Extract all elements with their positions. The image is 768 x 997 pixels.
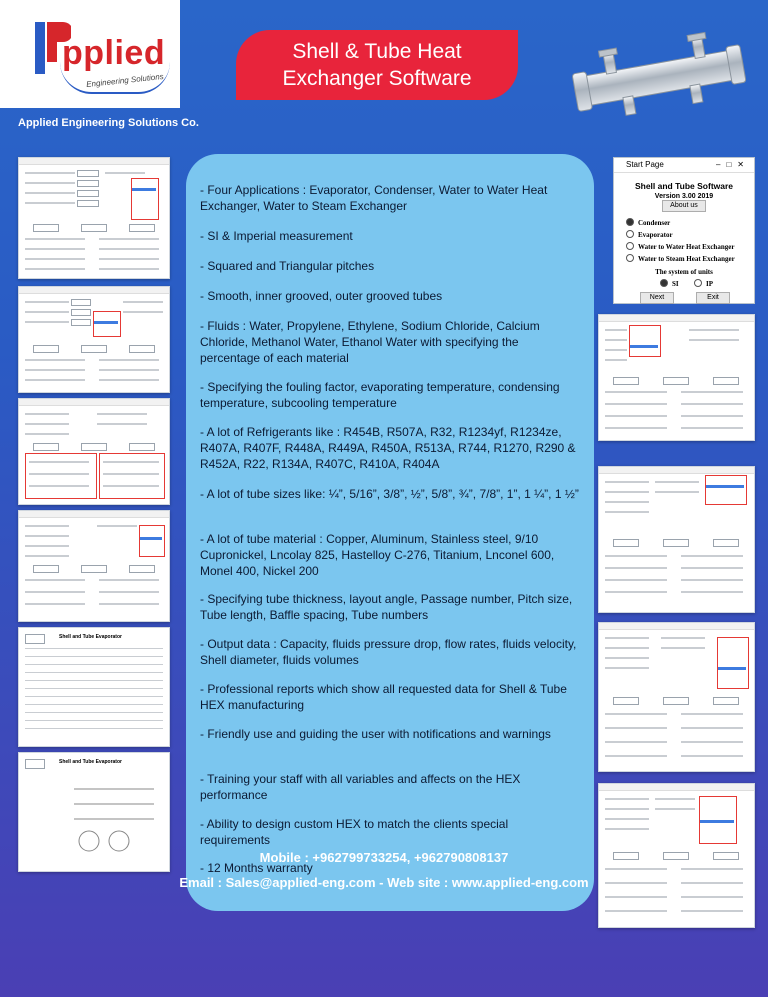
exit-button[interactable]: Exit (696, 292, 730, 304)
features-card (186, 154, 594, 911)
option-water-to-steam[interactable]: Water to Steam Heat Exchanger (626, 254, 735, 263)
company-logo (0, 0, 180, 108)
feature-item: - 12 Months warranty (200, 861, 313, 875)
option-water-to-water[interactable]: Water to Water Heat Exchanger (626, 242, 734, 251)
window-controls[interactable]: –□✕ (716, 160, 750, 169)
feature-item: - Ability to design custom HEX to match the clients special requirements (200, 817, 509, 847)
footer-email-website[interactable]: Email : Sales@applied-eng.com - Web site : www.applied-eng.com (179, 875, 589, 890)
report-page-1 (18, 627, 170, 747)
feature-item: - A lot of tube sizes like: ¼”, 5/16”, 3/8”, ½”, 5/8”, ¾”, 7/8”, 1”, 1 ¼”, 1 ½” (200, 487, 579, 501)
unit-ip-radio[interactable]: IP (694, 279, 713, 288)
feature-item: - Four Applications : Evaporator, Condenser, Water to Water Heat Exchanger, Water to Steam Exchanger (200, 183, 548, 213)
next-button[interactable]: Next (640, 292, 674, 304)
logo-text: pplied (62, 34, 166, 72)
option-condenser[interactable]: Condenser (626, 218, 670, 227)
option-evaporator[interactable]: Evaporator (626, 230, 673, 239)
feature-item: - Specifying tube thickness, layout angle, Passage number, Pitch size, Tube length, Baffle spacing, Tube numbers (200, 592, 573, 622)
screenshot-steam-form (18, 510, 170, 622)
title-badge (236, 30, 518, 100)
drawing-icon (69, 779, 159, 859)
screenshot-condenser-form (18, 157, 170, 279)
footer-contact (0, 850, 768, 890)
start-page-window (613, 157, 755, 304)
feature-item: - Training your staff with all variables and affects on the HEX performance (200, 772, 521, 802)
feature-item: - Specifying the fouling factor, evaporating temperature, condensing temperature, subcooling temperature (200, 380, 560, 410)
about-us-button[interactable]: About us (662, 200, 706, 212)
feature-item: - Squared and Triangular pitches (200, 259, 375, 273)
screenshot-evaporator-refrigerant (598, 466, 755, 613)
feature-item: - Smooth, inner grooved, outer grooved tubes (200, 289, 443, 303)
unit-si-radio[interactable]: SI (660, 279, 679, 288)
window-title: Start Page (626, 160, 664, 169)
screenshot-water-form (18, 398, 170, 505)
header (0, 0, 768, 140)
feature-item: - SI & Imperial measurement (200, 229, 353, 243)
units-label: The system of units (655, 268, 713, 276)
logo-subtitle: Engineering Solutions (85, 71, 165, 90)
screenshot-evaporator-form (18, 286, 170, 393)
feature-item: - A lot of tube material : Copper, Aluminum, Stainless steel, 9/10 Cupronickel, Lncolay 825, Hastelloy C-276, Titanium, Lnconel 600, Monel 400, Nickel 200 (200, 532, 555, 578)
title-line-1: Shell & Tube Heat (292, 40, 462, 63)
report-title: Shell and Tube Evaporator (59, 634, 122, 640)
screenshot-evaporator-tube-size (598, 622, 755, 772)
company-name: Applied Engineering Solutions Co. (18, 117, 199, 129)
feature-item: - A lot of Refrigerants like : R454B, R507A, R32, R1234yf, R1234ze, R407A, R407F, R448A, R449A, R450A, R513A, R744, R1270, R290 & R452A, R22, R134A, R407C, R410A, R404A (200, 425, 576, 471)
app-version: Version 3.00 2019 (654, 193, 714, 200)
screenshot-evaporator-fluids (598, 314, 755, 441)
feature-item: - Fluids : Water, Propylene, Ethylene, Sodium Chloride, Calcium Chloride, Methanol Water, Ethanol Water with specifying the percentage of each material (200, 319, 540, 365)
feature-item: - Friendly use and guiding the user with notifications and warnings (200, 727, 551, 741)
title-line-2: Exchanger Software (282, 67, 472, 90)
footer-mobile: Mobile : +962799733254, +962790808137 (259, 850, 509, 865)
report-title: Shell and Tube Evaporator (59, 759, 122, 765)
feature-item: - Output data : Capacity, fluids pressure drop, flow rates, fluids velocity, Shell diameter, fluids volumes (200, 637, 577, 667)
window-titlebar (614, 158, 754, 173)
app-heading: Shell and Tube Software (634, 181, 734, 191)
feature-item: - Professional reports which show all requested data for Shell & Tube HEX manufacturing (200, 682, 567, 712)
heat-exchanger-illustration (570, 22, 760, 127)
